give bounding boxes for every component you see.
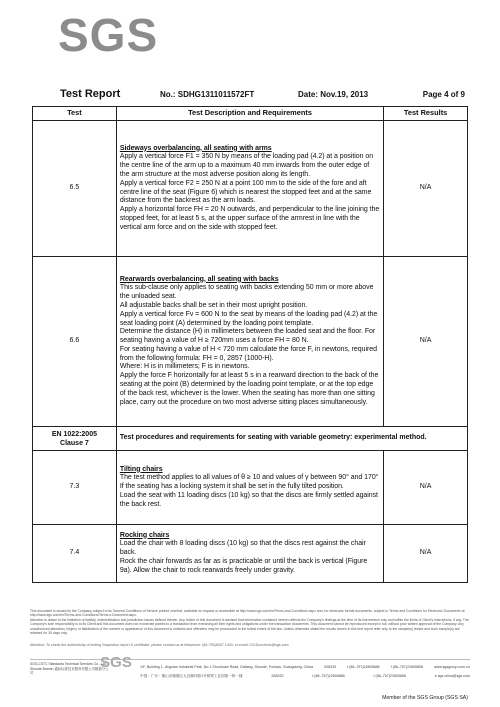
postcode: 528333 [324,665,337,669]
address-en: 1/F, Building 1, Jingxian Industrial Park, No.1 Shunhuan Road, Daliang, Shunde, Foshan, Guangdong, China [140,665,314,669]
section-title: Rocking chairs [119,531,170,539]
col-header-test: Test [33,107,117,121]
test-number: 6.5 [33,121,117,257]
description-paragraph: Load the chair with 8 loading discs (10 kg) so that the discs rest against the chair back. [119,540,366,557]
description-paragraph: Apply a vertical force F1 = 350 N by means of the loading pad (4.2) at a position on the centre line of the arm up to a maximum 40 mm inwards from the outer edge of the arm structure at the most adverse position along its length. [119,153,374,178]
table-row [33,121,468,257]
website: www.sgsgroup.com.cn [434,665,470,669]
section-title: Tilting chairs [119,465,163,473]
standard-name: EN 1022:2005 [51,430,97,438]
page-indicator: Page 4 of 9 [422,90,465,99]
table-header-row [33,107,468,121]
description-paragraph: Apply a vertical force F2 = 250 N at a point 100 mm to the side of the fore and aft centre line of the seat (Figure 6) which is nearest the stopped feet and at the same distance from the backrest as the arm loads. [119,179,372,205]
test-table [32,106,468,583]
legal-disclaimer [30,609,470,636]
clause-reference [33,427,117,451]
disclaimer-paragraph: Attention is drawn to the limitation of liability, indemnification and jurisdiction issues defined therein. Any holder of this document is advised that information contained hereon reflects the Company's findings at the time of its intervention only and within the limits of Client's instructions, if any. The Company's sole responsibility is to its Client and this document does not exonerate parties to a transaction from exercising all their rights and obligations under the transaction documents. This document cannot be reproduced except in full, without prior written approval of the Company. Any unauthorized alteration, forgery or falsification of the content or appearance of this document is unlawful and offenders may be prosecuted to the fullest extent of the law. Unless otherwise stated the results shown in this test report refer only to the sample(s) tested and such sample(s) are retained for 30 days only. [30,617,469,635]
section-title: Rearwards overbalancing, all seating with backs [119,275,279,283]
description-paragraph: Rock the chair forwards as far as is practicable or until the back is vertical (Figure 9a). Allow the chair to rock rearwards freely under gravity. [119,557,368,574]
col-header-results: Test Results [384,107,468,121]
report-header [60,90,465,104]
description-paragraph: All adjustable backs shall be set in their most upright position. [119,301,308,309]
test-result: N/A [384,121,468,257]
group-membership: Member of the SGS Group (SGS SA) [382,695,468,701]
clause-number: Clause 7 [60,439,89,447]
test-result: N/A [384,451,468,525]
test-result: N/A [384,257,468,427]
company-name-en: SGS-CSTC Standards Technical Services Co., Ltd. [30,662,107,666]
fax: f (86–757)22805858 [390,665,423,669]
company-name-cn: Shunde Branch 通标标准技术服务有限公司顺德分公司 [30,666,109,675]
postcode-cn: 528333 [271,674,284,678]
test-number: 6.6 [33,257,117,427]
address-line-cn [140,672,470,681]
description-paragraph: This sub-clause only applies to seating with backs extending 50 mm or more above the unloaded seat. [119,284,374,301]
test-description [116,451,383,525]
disclaimer-paragraph: This document is issued by the Company subject to its General Conditions of Service printed overleaf, available on request or accessible at http://www.sgs.com/en/Terms-and-Conditions.aspx and, for electronic format documents, subject to Terms and Conditions for Electronic Documents at http://www.sgs.com/en/Terms-and-Conditions/Terms-e-Document.aspx. [30,609,465,618]
report-number: No.: SDHG1311011572FT [160,90,255,99]
table-row [33,257,468,427]
table-row [33,451,468,525]
email: e sgs.china@sgs.com [434,674,470,678]
telephone-cn: t (86–757)22805888 [312,674,345,678]
sgs-watermark-logo: SGS [100,654,132,671]
description-paragraph: If the seating has a locking system it shall be set in the fully tilted position. [119,483,344,491]
description-paragraph: Apply a vertical force Fv = 600 N to the seat by means of the loading pad (4.2) at the seat loading point (A) determined by the loading point template. [119,310,378,327]
test-result: N/A [384,525,468,583]
telephone: t (86–757)22805888 [347,665,380,669]
description-paragraph: Load the seat with 11 loading discs (10 kg) so that the discs are firmly settled against the back rest. [119,491,378,508]
test-description [116,525,383,583]
company-block [30,662,110,676]
test-description [116,121,383,257]
clause-title: Test procedures and requirements for seating with variable geometry: experimental method. [116,427,467,451]
address-cn: 中国・广东・佛山市顺德区大良顺环路1号锦贤工业园第一栋一楼 [140,674,243,678]
section-title: Sideways overbalancing, all seating with arms [119,144,272,152]
fax-cn: f (86–757)22805858 [373,674,406,678]
test-number: 7.3 [33,451,117,525]
description-paragraph: The test method applies to all values of θ ≥ 10 and values of γ between 90° and 170° [119,474,379,482]
table-row [33,525,468,583]
sgs-logo: SGS [58,9,159,61]
test-number: 7.4 [33,525,117,583]
address-line-en [140,663,470,672]
report-title: Test Report [60,88,121,100]
authenticity-notice: Attention: To check the authenticity of testing /inspection report & certificate, please contact us at telephone: (86-755)8307 1443, or email: CN.Doccheck@sgs.com [30,643,289,647]
description-paragraph: Apply a horizontal force FH = 20 N outwards, and perpendicular to the line joining the stopped feet, for at least 5 s, at the upper surface of the armrest in line with the vertical arm force and on the side with stopped feet. [119,206,380,231]
clause-row [33,427,468,451]
description-paragraph: For seating having a value of H < 720 mm calculate the force F, in newtons, required from the following formula: FH = 0, 2857 (1000-H). [119,345,377,362]
col-header-description: Test Description and Requirements [116,107,383,121]
description-paragraph: Where: H is in millimeters; F is in newtons. [119,363,250,371]
address-block [140,663,470,681]
report-date: Date: Nov.19, 2013 [298,90,369,99]
test-description [116,257,383,427]
description-paragraph: Apply the force F horizontally for at least 5 s in a rearward direction to the back of the seating at the point (B) determined by the loading point template, or at the top edge of the back rest, whichever is the lower. When the seating has more than one sitting place, carry out the procedure on two most adverse sitting places simultaneously. [119,372,379,406]
description-paragraph: Determine the distance (H) in millimeters between the loaded seat and the floor. For seating having a value of H ≥ 720mm uses a force FH = 80 N. [119,328,376,345]
